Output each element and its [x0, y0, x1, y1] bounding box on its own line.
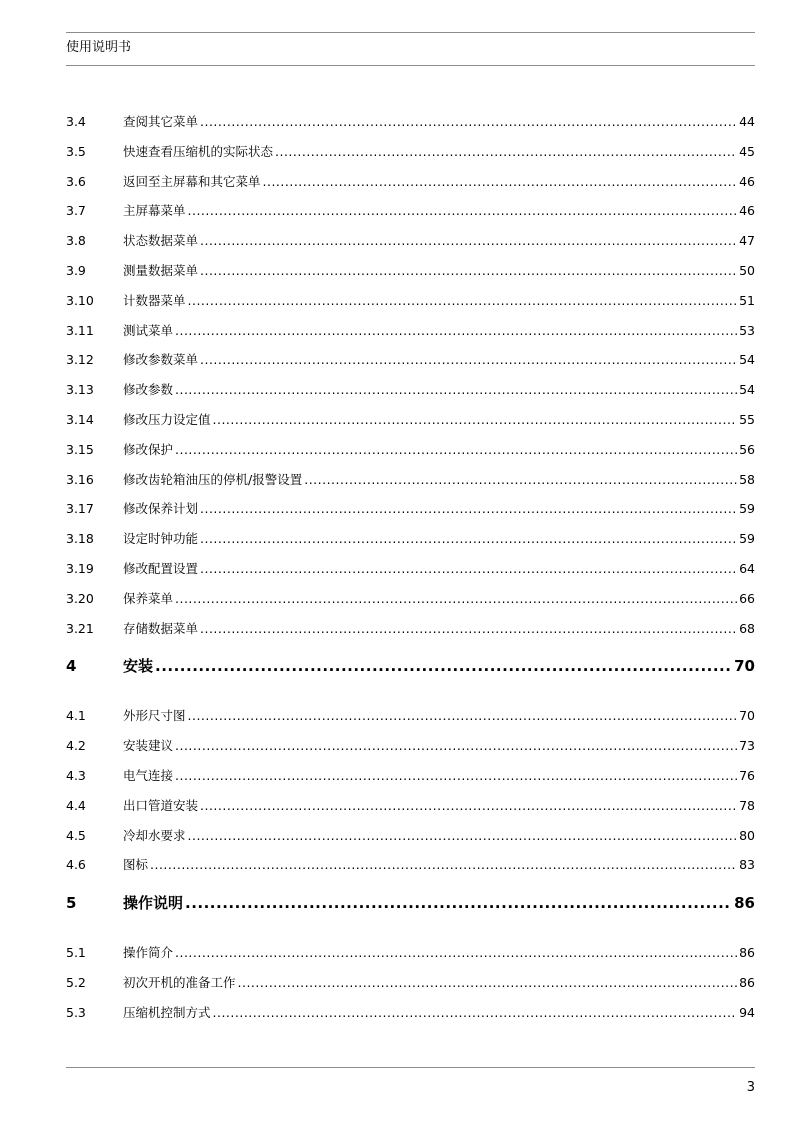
toc-entry-number: 4.3 — [66, 767, 86, 783]
toc-dot-leader — [304, 470, 737, 490]
toc-entry-title: 操作简介 — [123, 945, 174, 961]
toc-entry-title: 主屏幕菜单 — [123, 203, 186, 219]
toc-entry[interactable] — [66, 321, 755, 351]
toc-entry[interactable] — [66, 855, 755, 885]
toc-entry-title: 外形尺寸图 — [123, 708, 186, 724]
toc-entry-number: 3.18 — [66, 531, 94, 547]
toc-entry-page: 53 — [739, 322, 755, 338]
toc-entry[interactable] — [66, 499, 755, 529]
toc-dot-leader — [238, 973, 738, 993]
toc-entry-number: 5.2 — [66, 974, 86, 990]
toc-entry-page: 55 — [739, 411, 755, 427]
toc-entry[interactable] — [66, 291, 755, 321]
toc-entry-page: 78 — [739, 797, 755, 813]
toc-entry-number: 5 — [66, 894, 77, 913]
toc-entry-page: 45 — [739, 143, 755, 159]
toc-entry-number: 4 — [66, 657, 77, 676]
toc-dot-leader — [263, 172, 738, 192]
toc-entry[interactable] — [66, 231, 755, 261]
toc-entry-title: 修改保养计划 — [123, 501, 199, 517]
toc-entry-page: 46 — [739, 203, 755, 219]
toc-entry-title: 存储数据菜单 — [123, 620, 199, 636]
toc-entry[interactable] — [66, 112, 755, 142]
toc-dot-leader — [200, 559, 737, 579]
toc-dot-leader — [155, 656, 732, 676]
toc-entry-number: 3.7 — [66, 203, 86, 219]
toc-entry-page: 64 — [739, 560, 755, 576]
toc-entry-title: 压缩机控制方式 — [123, 1004, 211, 1020]
toc-entry-title: 出口管道安装 — [123, 797, 199, 813]
toc-entry-page: 44 — [739, 114, 755, 129]
toc-entry[interactable] — [66, 261, 755, 291]
toc-entry-title: 电气连接 — [123, 767, 174, 783]
toc-entry-title: 修改参数菜单 — [123, 352, 199, 368]
document-header-title: 使用说明书 — [66, 40, 132, 55]
toc-entry-title: 修改齿轮箱油压的停机/报警设置 — [123, 471, 303, 487]
footer-rule — [66, 1067, 755, 1068]
toc-entry-title: 图标 — [123, 857, 149, 873]
toc-entry[interactable] — [66, 943, 755, 973]
toc-entry-number: 3.20 — [66, 590, 94, 606]
toc-entry-number: 4.6 — [66, 857, 86, 873]
toc-dot-leader — [175, 943, 737, 963]
toc-dot-leader — [188, 201, 738, 221]
toc-entry-page: 54 — [739, 352, 755, 368]
toc-entry-page: 59 — [739, 501, 755, 517]
toc-entry-page: 86 — [739, 945, 755, 961]
toc-entry-number: 5.3 — [66, 1004, 86, 1020]
toc-entry-page: 86 — [739, 974, 755, 990]
toc-entry-title: 设定时钟功能 — [123, 531, 199, 547]
toc-entry[interactable] — [66, 440, 755, 470]
toc-entry-page: 51 — [739, 292, 755, 308]
toc-entry-number: 4.5 — [66, 827, 86, 843]
toc-entry-number: 3.15 — [66, 441, 94, 457]
header-rule-top — [66, 32, 755, 33]
toc-dot-leader — [200, 499, 737, 519]
toc-entry-title: 冷却水要求 — [123, 827, 186, 843]
toc-entry-page: 83 — [739, 857, 755, 873]
toc-dot-leader — [213, 410, 738, 430]
toc-entry-number: 3.12 — [66, 352, 94, 368]
toc-entry[interactable] — [66, 470, 755, 500]
toc-chapter-entry[interactable] — [66, 885, 755, 943]
toc-entry[interactable] — [66, 350, 755, 380]
toc-dot-leader — [200, 112, 737, 132]
toc-entry-number: 3.17 — [66, 501, 94, 517]
toc-dot-leader — [213, 1003, 738, 1023]
toc-entry-number: 3.19 — [66, 560, 94, 576]
toc-entry-page: 94 — [739, 1004, 755, 1020]
toc-entry[interactable] — [66, 589, 755, 619]
toc-dot-leader — [200, 529, 737, 549]
toc-entry-number: 3.5 — [66, 143, 86, 159]
toc-dot-leader — [200, 261, 737, 281]
toc-entry-title: 修改保护 — [123, 441, 174, 457]
toc-entry-page: 86 — [734, 894, 755, 913]
toc-entry-number: 3.11 — [66, 322, 94, 338]
toc-entry-number: 3.8 — [66, 233, 86, 249]
toc-entry-number: 3.14 — [66, 411, 94, 427]
toc-entry-page: 50 — [739, 262, 755, 278]
toc-dot-leader — [275, 142, 737, 162]
toc-entry[interactable] — [66, 736, 755, 766]
toc-entry-title: 测试菜单 — [123, 322, 174, 338]
toc-entry[interactable] — [66, 142, 755, 172]
toc-entry[interactable] — [66, 826, 755, 856]
toc-entry-page: 73 — [739, 738, 755, 754]
toc-entry-title: 修改参数 — [123, 382, 174, 398]
toc-entry-page: 68 — [739, 620, 755, 636]
toc-chapter-entry[interactable] — [66, 648, 755, 706]
toc-entry-number: 4.2 — [66, 738, 86, 754]
toc-dot-leader — [175, 440, 737, 460]
toc-dot-leader — [175, 736, 737, 756]
toc-entry[interactable] — [66, 1003, 755, 1033]
toc-entry[interactable] — [66, 529, 755, 559]
toc-entry-number: 5.1 — [66, 945, 86, 961]
toc-entry-page: 59 — [739, 531, 755, 547]
toc-entry-title: 修改配置设置 — [123, 560, 199, 576]
header-rule-bottom — [66, 65, 755, 66]
toc-dot-leader — [175, 766, 737, 786]
toc-entry-number: 4.1 — [66, 708, 86, 724]
table-of-contents — [66, 112, 755, 1033]
toc-entry-title: 安装 — [123, 657, 154, 676]
toc-entry-title: 安装建议 — [123, 738, 174, 754]
toc-entry-title: 快速查看压缩机的实际状态 — [123, 143, 274, 159]
toc-entry-page: 70 — [739, 708, 755, 724]
toc-dot-leader — [188, 291, 738, 311]
toc-dot-leader — [175, 589, 737, 609]
toc-dot-leader — [200, 231, 737, 251]
toc-entry-title: 计数器菜单 — [123, 292, 186, 308]
toc-entry-number: 3.21 — [66, 620, 94, 636]
toc-entry-title: 修改压力设定值 — [123, 411, 211, 427]
toc-entry-number: 3.10 — [66, 292, 94, 308]
toc-entry-title: 操作说明 — [123, 894, 184, 913]
toc-entry-number: 3.6 — [66, 173, 86, 189]
toc-dot-leader — [175, 380, 737, 400]
toc-entry-page: 70 — [734, 657, 755, 676]
toc-entry-page: 47 — [739, 233, 755, 249]
toc-entry-page: 66 — [739, 590, 755, 606]
toc-entry-title: 查阅其它菜单 — [123, 114, 199, 129]
toc-entry[interactable] — [66, 172, 755, 202]
toc-entry-page: 76 — [739, 767, 755, 783]
toc-entry-title: 保养菜单 — [123, 590, 174, 606]
toc-entry-page: 58 — [739, 471, 755, 487]
toc-entry[interactable] — [66, 796, 755, 826]
toc-entry-number: 3.13 — [66, 382, 94, 398]
toc-dot-leader — [150, 855, 737, 875]
toc-entry-page: 54 — [739, 382, 755, 398]
toc-entry-number: 3.9 — [66, 262, 86, 278]
toc-entry-page: 80 — [739, 827, 755, 843]
toc-entry[interactable] — [66, 559, 755, 589]
toc-dot-leader — [175, 321, 737, 341]
toc-entry-number: 4.4 — [66, 797, 86, 813]
toc-dot-leader — [188, 706, 738, 726]
toc-entry-title: 初次开机的准备工作 — [123, 974, 236, 990]
toc-entry[interactable] — [66, 973, 755, 1003]
toc-dot-leader — [188, 826, 738, 846]
toc-entry-page: 56 — [739, 441, 755, 457]
toc-entry-number: 3.4 — [66, 114, 86, 129]
toc-entry[interactable] — [66, 201, 755, 231]
toc-entry[interactable] — [66, 619, 755, 649]
toc-entry-page: 46 — [739, 173, 755, 189]
toc-entry[interactable] — [66, 410, 755, 440]
toc-dot-leader — [185, 893, 732, 913]
toc-entry-number: 3.16 — [66, 471, 94, 487]
toc-entry-title: 状态数据菜单 — [123, 233, 199, 249]
toc-dot-leader — [200, 796, 737, 816]
toc-entry[interactable] — [66, 766, 755, 796]
toc-dot-leader — [200, 619, 737, 639]
page-number: 3 — [746, 1080, 755, 1095]
toc-entry[interactable] — [66, 706, 755, 736]
toc-entry-title: 测量数据菜单 — [123, 262, 199, 278]
toc-entry[interactable] — [66, 380, 755, 410]
toc-entry-title: 返回至主屏幕和其它菜单 — [123, 173, 261, 189]
toc-dot-leader — [200, 350, 737, 370]
